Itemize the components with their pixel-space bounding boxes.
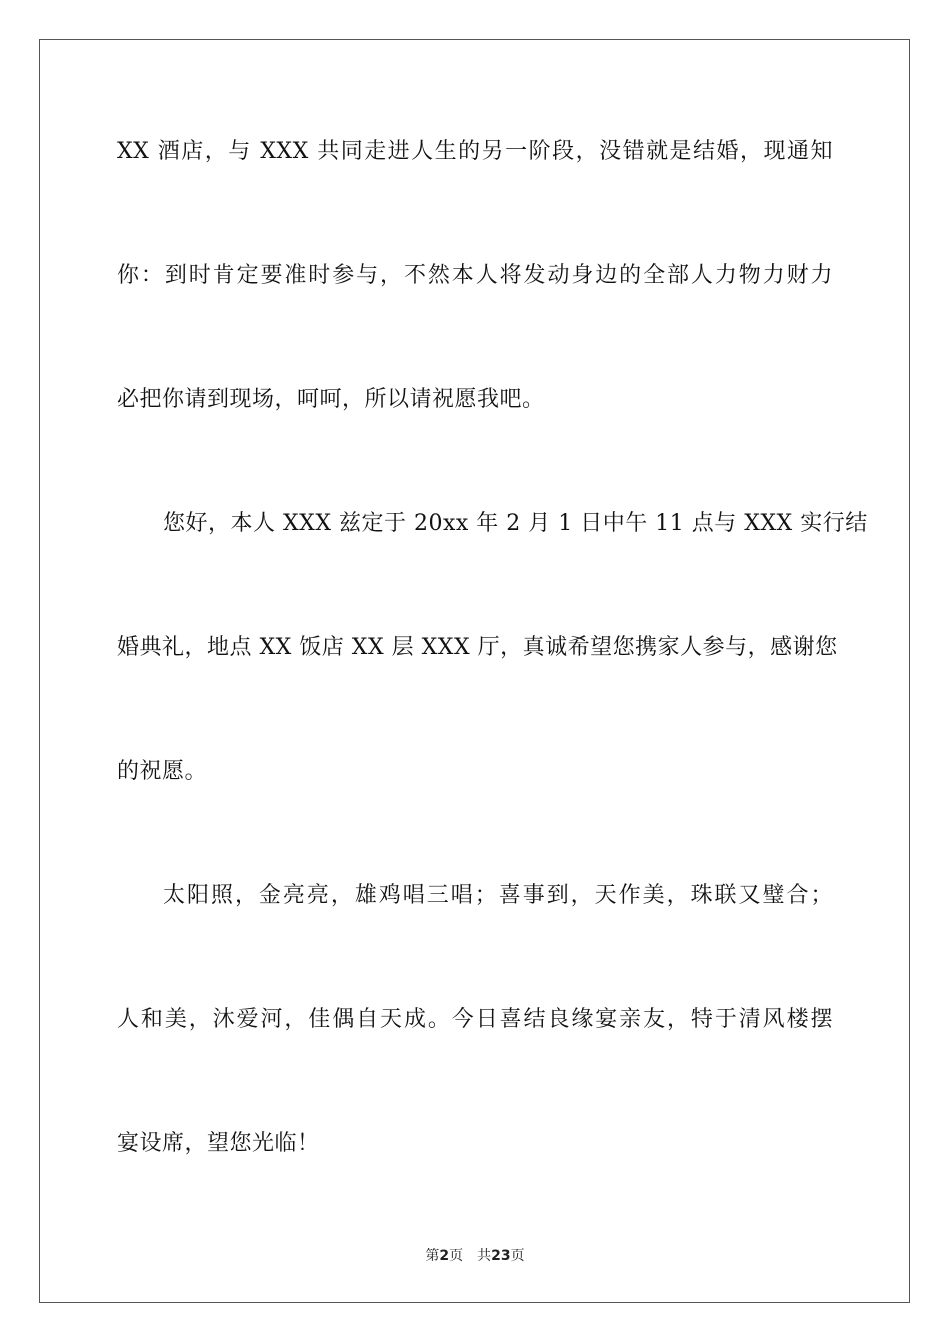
footer-total-pages: 23	[491, 1248, 511, 1264]
page-footer	[0, 1247, 950, 1265]
footer-total-prefix: 共	[477, 1248, 492, 1264]
text-line-1: XX 酒店，与 XXX 共同走进人生的另一阶段，没错就是结婚，现通知	[117, 139, 833, 164]
text-line-3: 必把你请到现场，呵呵，所以请祝愿我吧。	[117, 387, 545, 412]
footer-page-suffix: 页	[449, 1248, 464, 1264]
text-line-6: 的祝愿。	[117, 759, 208, 784]
footer-total-suffix: 页	[510, 1248, 525, 1264]
text-line-7: 太阳照，金亮亮，雄鸡唱三唱；喜事到，天作美，珠联又璧合；	[163, 883, 833, 908]
text-line-5: 婚典礼，地点 XX 饭店 XX 层 XXX 厅，真诚希望您携家人参与，感谢您	[117, 635, 838, 660]
text-line-4: 您好，本人 XXX 兹定于 20xx 年 2 月 1 日中午 11 点与 XXX 实行结	[163, 511, 868, 536]
page-frame	[39, 39, 910, 1303]
footer-page-number: 2	[439, 1248, 450, 1264]
text-line-2: 你：到时肯定要准时参与，不然本人将发动身边的全部人力物力财力	[117, 263, 833, 288]
text-line-9: 宴设席，望您光临！	[117, 1131, 320, 1156]
footer-page-prefix: 第	[425, 1248, 440, 1264]
text-line-8: 人和美，沐爱河，佳偶自天成。今日喜结良缘宴亲友，特于清风楼摆	[117, 1007, 833, 1032]
